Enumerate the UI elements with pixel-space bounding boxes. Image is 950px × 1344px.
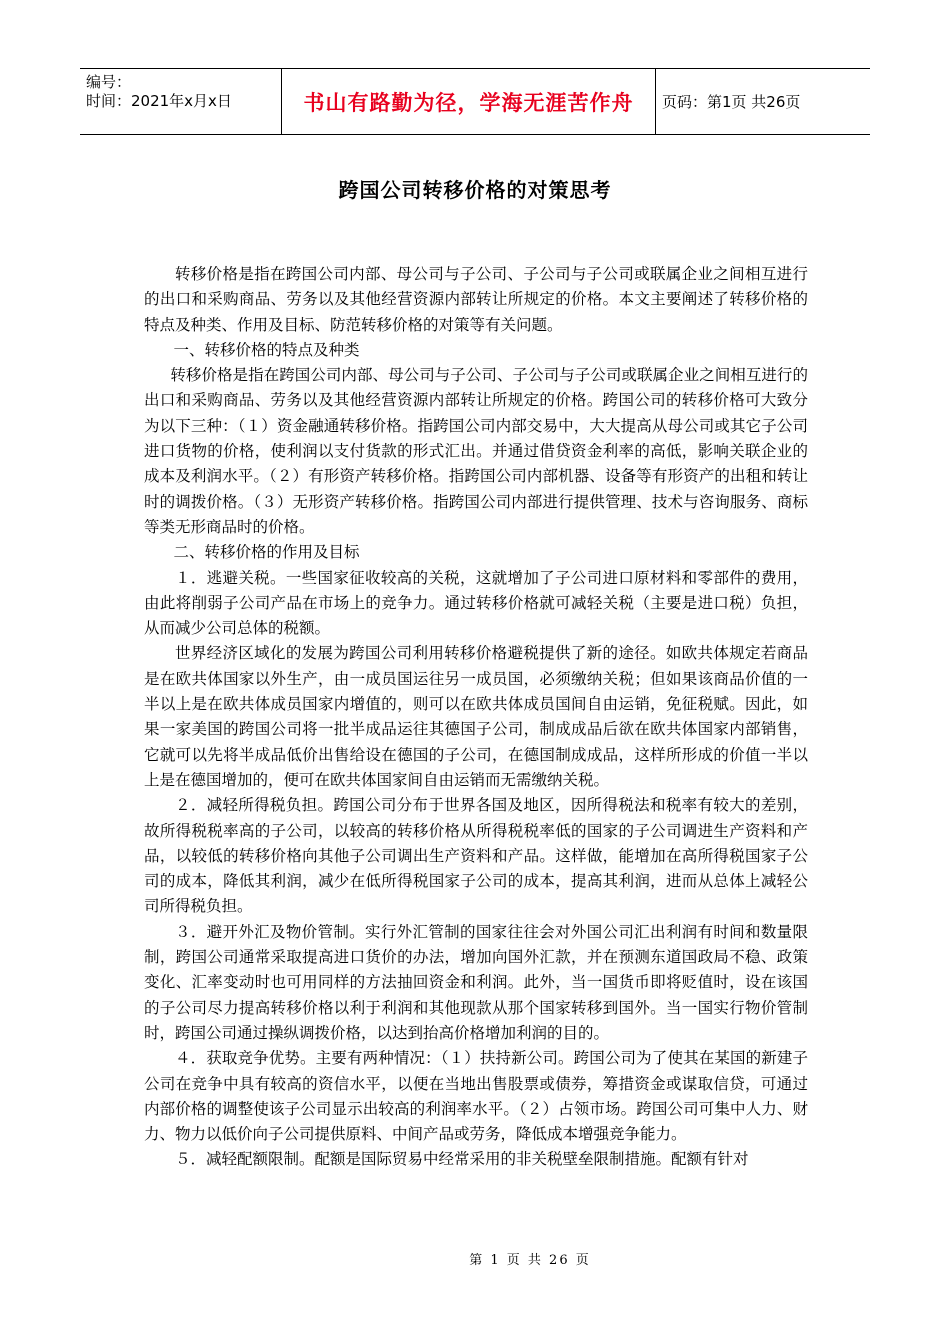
header-page-info: 页码：第1页 共26页 [662, 93, 801, 111]
section-heading-1: 一、转移价格的特点及种类 [173, 340, 360, 359]
header-motto: 书山有路勤为径，学海无涯苦作舟 [282, 69, 656, 134]
paragraph: ２．减轻所得税负担。跨国公司分布于世界各国及地区，因所得税法和税率有较大的差别，故所得税税率高的子公司，以较高的转移价格从所得税税率低的国家的子公司调进生产资料和产品，以较低的转移价格向其他子公司调出生产资料和产品。这样做，能增加在高所得税国家子公司的成本，降低其利润，减少在低所得税国家子公司的成本，提高其利润，进而从总体上减轻公司所得税负担。 [144, 796, 808, 916]
header-meta [80, 69, 282, 134]
paragraph: 世界经济区域化的发展为跨国公司利用转移价格避税提供了新的途径。如欧共体规定若商品是在欧共体国家以外生产，由一成员国运往另一成员国，必须缴纳关税；但如果该商品价值的一半以上是在欧共体成员国家内增值的，则可以在欧共体成员国间自由运销，免征税赋。因此，如果一家美国的跨国公司将一批半成品运往其德国子公司，制成成品后欲在欧共体国家内部销售，它就可以先将半成品低价出售给设在德国的子公司，在德国制成成品，这样所形成的价值一半以上是在德国增加的，便可在欧共体国家间自由运销而无需缴纳关税。 [144, 644, 808, 789]
document-number-label: 编号： [86, 73, 132, 91]
page-header [80, 68, 870, 135]
paragraph: ５．减轻配额限制。配额是国际贸易中经常采用的非关税壁垒限制措施。配额有针对 [175, 1150, 749, 1169]
section-heading-2: 二、转移价格的作用及目标 [173, 543, 360, 562]
paragraph: ３．避开外汇及物价管制。实行外汇管制的国家往往会对外国公司汇出利润有时间和数量限制，跨国公司通常采取提高进口货价的办法，增加向国外汇款，并在预测东道国政局不稳、政策变化、汇率变动时也可用同样的方法抽回资金和利润。此外，当一国货币即将贬值时，设在该国的子公司尽力提高转移价格以利于利润和其他现款从那个国家转移到国外。当一国实行物价管制时，跨国公司通过操纵调拨价格，以达到抬高价格增加利润的目的。 [144, 922, 808, 1042]
page-footer: 第 1 页 共 26 页 [469, 1253, 591, 1268]
paragraph-intro: 转移价格是指在跨国公司内部、母公司与子公司、子公司与子公司或联属企业之间相互进行的出口和采购商品、劳务以及其他经营资源内部转让所规定的价格。本文主要阐述了转移价格的特点及种类、作用及目标、防范转移价格的对策等有关问题。 [144, 265, 808, 334]
document-time-label: 时间：2021年x月x日 [86, 92, 232, 110]
document-title: 跨国公司转移价格的对策思考 [338, 178, 612, 202]
paragraph: ４．获取竞争优势。主要有两种情况：（１）扶持新公司。跨国公司为了使其在某国的新建子公司在竞争中具有较高的资信水平，以便在当地出售股票或债券，筹措资金或谋取信贷，可通过内部价格的调整使该子公司显示出较高的利润率水平。（２）占领市场。跨国公司可集中人力、财力、物力以低价向子公司提供原料、中间产品或劳务，降低成本增强竞争能力。 [144, 1049, 808, 1144]
paragraph: １．逃避关税。一些国家征收较高的关税，这就增加了子公司进口原材料和零部件的费用，由此将削弱子公司产品在市场上的竞争力。通过转移价格就可减轻关税（主要是进口税）负担，从而减少公司总体的税额。 [144, 568, 808, 638]
document-body [144, 262, 808, 1173]
paragraph: 转移价格是指在跨国公司内部、母公司与子公司、子公司与子公司或联属企业之间相互进行的出口和采购商品、劳务以及其他经营资源内部转让所规定的价格。跨国公司的转移价格可大致分为以下三种：（１）资金融通转移价格。指跨国公司内部交易中，大大提高从母公司或其它子公司进口货物的价格，使利润以支付货款的形式汇出。并通过借贷资金利率的高低，影响关联企业的成本及利润水平。（２）有形资产转移价格。指跨国公司内部机器、设备等有形资产的出租和转让时的调拨价格。（３）无形资产转移价格。指跨国公司内部进行提供管理、技术与咨询服务、商标等类无形商品时的价格。 [144, 366, 808, 536]
